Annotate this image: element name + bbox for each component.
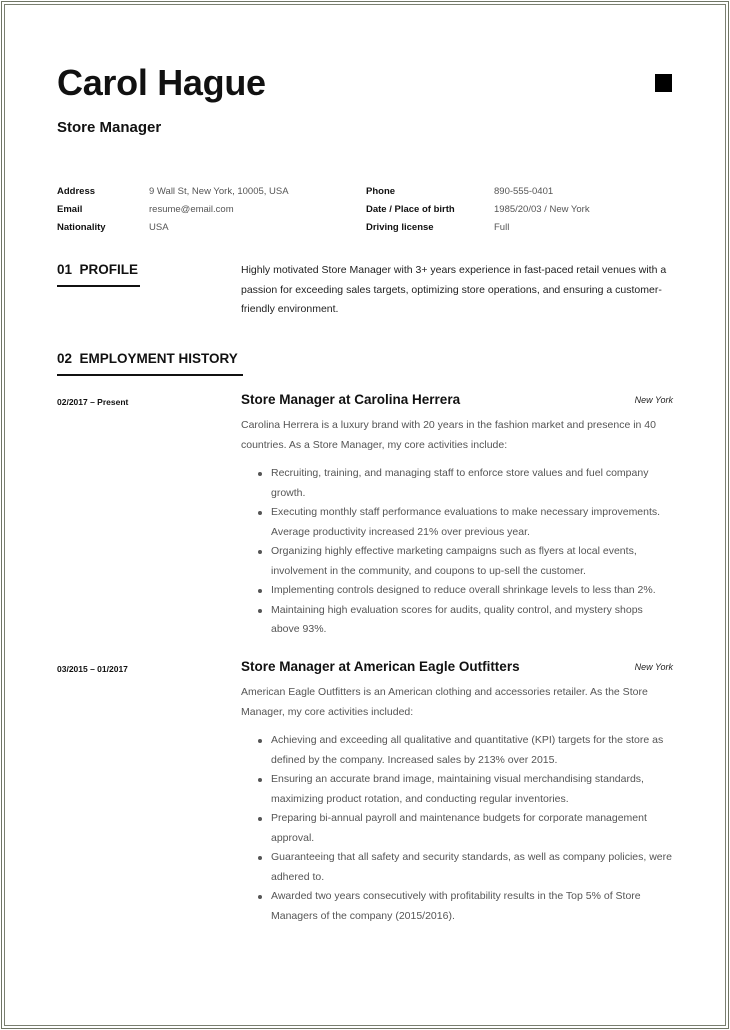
profile-summary: Highly motivated Store Manager with 3+ years experience in fast-paced retail venues with a passion for exceeding sales targets, optimizing store operations, and ensuring a customer-friendly environment.	[241, 264, 667, 315]
decorative-square-icon	[655, 74, 672, 92]
candidate-name: Carol Hague	[57, 62, 266, 103]
job-bullet-list	[241, 464, 673, 640]
job-heading: Store Manager at American Eagle Outfitters	[241, 659, 520, 674]
contact-label: Phone	[366, 186, 396, 197]
email-value[interactable]: resume@email.com	[149, 204, 234, 215]
license-value: Full	[494, 222, 510, 233]
birth-value: 1985/20/03 / New York	[494, 204, 590, 215]
bullet-text: Awarded two years consecutively with profitability results in the Top 5% of Store Managers of the company (2015/2016).	[271, 890, 641, 922]
bullet-icon	[258, 609, 262, 613]
bullet-icon	[258, 739, 262, 743]
bullet-text: Executing monthly staff performance evaluations to make necessary improvements. Average productivity increased 21% over previous year.	[271, 506, 661, 538]
list-item	[241, 848, 673, 887]
job-location: New York	[634, 395, 673, 405]
job-bullet-list	[241, 731, 673, 926]
contact-label: Driving license	[366, 222, 434, 233]
bullet-icon	[258, 778, 262, 782]
bullet-icon	[258, 817, 262, 821]
contact-row-nationality	[57, 219, 289, 237]
section-heading-employment: 02 EMPLOYMENT HISTORY	[57, 351, 243, 376]
bullet-text: Organizing highly effective marketing campaigns such as flyers at local events, involvement in the community, and coupons to up-sell the customer.	[271, 545, 637, 577]
list-item	[241, 809, 673, 848]
list-item	[241, 503, 673, 542]
contact-label: Date / Place of birth	[366, 204, 455, 215]
contact-label: Address	[57, 186, 96, 197]
job-dates: 03/2015 – 01/2017	[57, 664, 128, 674]
job-description: American Eagle Outfitters is an American clothing and accessories retailer. As the Store Manager, my core activities included:	[241, 686, 648, 718]
address-value: 9 Wall St, New York, 10005, USA	[149, 186, 289, 197]
bullet-icon	[258, 589, 262, 593]
contact-row-email	[57, 201, 289, 219]
phone-value: 890-555-0401	[494, 186, 554, 197]
bullet-text: Recruiting, training, and managing staff to enforce store values and fuel company growth.	[271, 467, 649, 499]
bullet-icon	[258, 895, 262, 899]
bullet-icon	[258, 856, 262, 860]
bullet-text: Maintaining high evaluation scores for audits, quality control, and mystery shops above 93%.	[271, 603, 643, 635]
bullet-icon	[258, 472, 262, 476]
job-location: New York	[634, 662, 673, 672]
list-item	[241, 887, 673, 926]
contact-row-birth	[366, 201, 590, 219]
contact-details-left	[57, 183, 289, 237]
list-item	[241, 581, 673, 601]
bullet-text: Achieving and exceeding all qualitative and quantitative (KPI) targets for the store as defined by the company. Increased sales by 213% over 2015.	[271, 734, 664, 766]
bullet-icon	[258, 511, 262, 515]
list-item	[241, 601, 673, 640]
contact-row-address	[57, 183, 289, 201]
bullet-icon	[258, 550, 262, 554]
bullet-text: Ensuring an accurate brand image, maintaining visual merchandising standards, maximizing product rotation, and conducting regular inventories.	[271, 773, 644, 805]
contact-label: Email	[57, 204, 83, 215]
bullet-text: Preparing bi-annual payroll and maintenance budgets for corporate management approval.	[271, 812, 647, 844]
nationality-value: USA	[149, 222, 169, 233]
list-item	[241, 770, 673, 809]
job-heading: Store Manager at Carolina Herrera	[241, 392, 461, 407]
job-dates: 02/2017 – Present	[57, 397, 129, 407]
bullet-text: Implementing controls designed to reduce overall shrinkage levels to less than 2%.	[271, 584, 656, 596]
list-item	[241, 464, 673, 503]
contact-details-right	[366, 183, 590, 237]
candidate-title: Store Manager	[57, 119, 162, 136]
contact-row-license	[366, 219, 590, 237]
contact-label: Nationality	[57, 222, 106, 233]
job-description: Carolina Herrera is a luxury brand with 20 years in the fashion market and presence in 40 countries. As a Store Manager, my core activities include:	[241, 419, 656, 451]
bullet-text: Guaranteeing that all safety and security standards, as well as company policies, were adhered to.	[271, 851, 672, 883]
list-item	[241, 542, 673, 581]
section-heading-profile: 01 PROFILE	[57, 262, 140, 287]
list-item	[241, 731, 673, 770]
contact-row-phone	[366, 183, 590, 201]
